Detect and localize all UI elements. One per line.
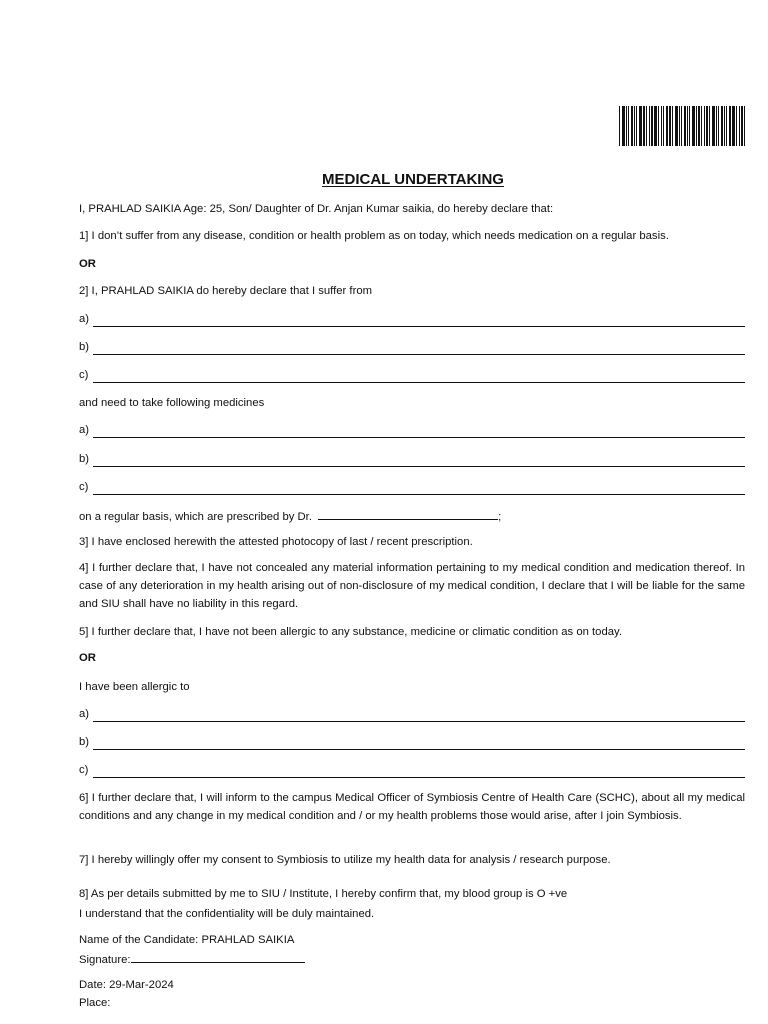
clause-7: 7] I hereby willingly offer my consent to Symbiosis to utilize my health data for analysis / research purpose. [79,854,611,866]
barcode-bar [619,106,620,146]
barcode-bar [669,106,671,146]
allergy-c-line [93,777,745,778]
barcode-bar [661,106,662,146]
barcode-bar [724,106,725,146]
medicines-intro: and need to take following medicines [79,397,265,409]
barcode-bar [636,106,637,146]
date-field: Date: 29-Mar-2024 [79,979,174,991]
barcode-bar [626,106,627,146]
document-title: MEDICAL UNDERTAKING [322,171,504,188]
condition-a-line [93,326,745,327]
allergy-a-line [93,721,745,722]
barcode-bar [741,106,743,146]
barcode-bar [634,106,635,146]
barcode-bar [672,106,673,146]
barcode-bar [681,106,682,146]
barcode-bar [687,106,688,146]
clause-5: 5] I further declare that, I have not been allergic to any substance, medicine or climatic condition as on today. [79,626,622,638]
barcode-bar [654,106,657,146]
barcode-bar [622,106,625,146]
condition-c-label: c) [79,369,89,381]
prescribed-by-line [79,508,501,524]
place-field: Place: [79,997,111,1009]
barcode-bar [729,106,731,146]
barcode-bar [718,106,719,146]
barcode-bar [679,106,680,146]
barcode-bar [726,106,727,146]
condition-b-line [93,354,745,355]
condition-a-label: a) [79,313,90,325]
barcode-bar [736,106,737,146]
prescribed-suffix: ; [498,511,502,523]
or-separator-2: OR [79,652,96,664]
or-separator-1: OR [79,258,96,270]
clause-6: 6] I further declare that, I will inform to the campus Medical Officer of Symbiosis Centre of Health Care (SCHC), about all my medical conditions and any change in my medical condition and / or my health problems those would arise, after I join Symbiosis. [79,792,745,822]
barcode-bar [704,106,705,146]
doctor-name-blank [318,508,498,520]
allergy-b-label: b) [79,736,90,748]
signature-label: Signature: [79,954,131,966]
barcode-icon [619,106,746,146]
candidate-name: Name of the Candidate: PRAHLAD SAIKIA [79,934,295,946]
barcode-bar [666,106,668,146]
allergy-c-label: c) [79,764,89,776]
barcode-bar [696,106,697,146]
medicine-b-label: b) [79,453,90,465]
barcode-bar [698,106,700,146]
clause-3: 3] I have enclosed herewith the attested photocopy of last / recent prescription. [79,536,473,548]
barcode-bar [639,106,642,146]
clause-8-line-1: 8] As per details submitted by me to SIU / Institute, I hereby confirm that, my blood group is O +ve [79,888,568,900]
barcode-bar [684,106,686,146]
clause-8-line-2: I understand that the confidentiality will be duly maintained. [79,908,375,920]
prescribed-prefix: on a regular basis, which are prescribed by Dr. [79,511,312,523]
barcode-bar [744,106,745,146]
medicine-c-line [93,494,745,495]
allergic-intro: I have been allergic to [79,681,190,693]
signature-blank [131,951,305,963]
medicine-c-label: c) [79,481,89,493]
barcode-bar [732,106,735,146]
clause-1: 1] I don’t suffer from any disease, condition or health problem as on today, which needs medication on a regular basis. [79,230,669,242]
medicine-a-label: a) [79,424,90,436]
barcode-bar [712,106,715,146]
medicine-b-line [93,466,745,467]
barcode-bar [692,106,695,146]
clause-2: 2] I, PRAHLAD SAIKIA do hereby declare that I suffer from [79,285,373,297]
barcode-bar [675,106,678,146]
barcode-bar [658,106,659,146]
barcode-bar [663,106,664,146]
barcode-bar [651,106,653,146]
barcode-bar [643,106,645,146]
clause-4: 4] I further declare that, I have not concealed any material information pertaining to my medical condition and medication thereof. In case of any deterioration in my health arising out of non-disclosure of my medical condition, I declare that I will be liable for the same and SIU shall have no liability in this regard. [79,562,745,610]
intro-text: I, PRAHLAD SAIKIA Age: 25, Son/ Daughter of Dr. Anjan Kumar saikia, do hereby declare that: [79,203,554,215]
signature-row [79,951,305,967]
barcode-bar [721,106,723,146]
barcode-bar [701,106,702,146]
barcode-bar [646,106,647,146]
condition-b-label: b) [79,341,90,353]
barcode-bar [739,106,740,146]
barcode-bar [628,106,629,146]
barcode-bar [706,106,708,146]
allergy-b-line [93,749,745,750]
allergy-a-label: a) [79,708,90,720]
condition-c-line [93,382,745,383]
barcode-bar [709,106,710,146]
barcode-bar [649,106,650,146]
barcode-bar [689,106,690,146]
barcode-bar [631,106,633,146]
medicine-a-line [93,437,745,438]
barcode-bar [716,106,717,146]
